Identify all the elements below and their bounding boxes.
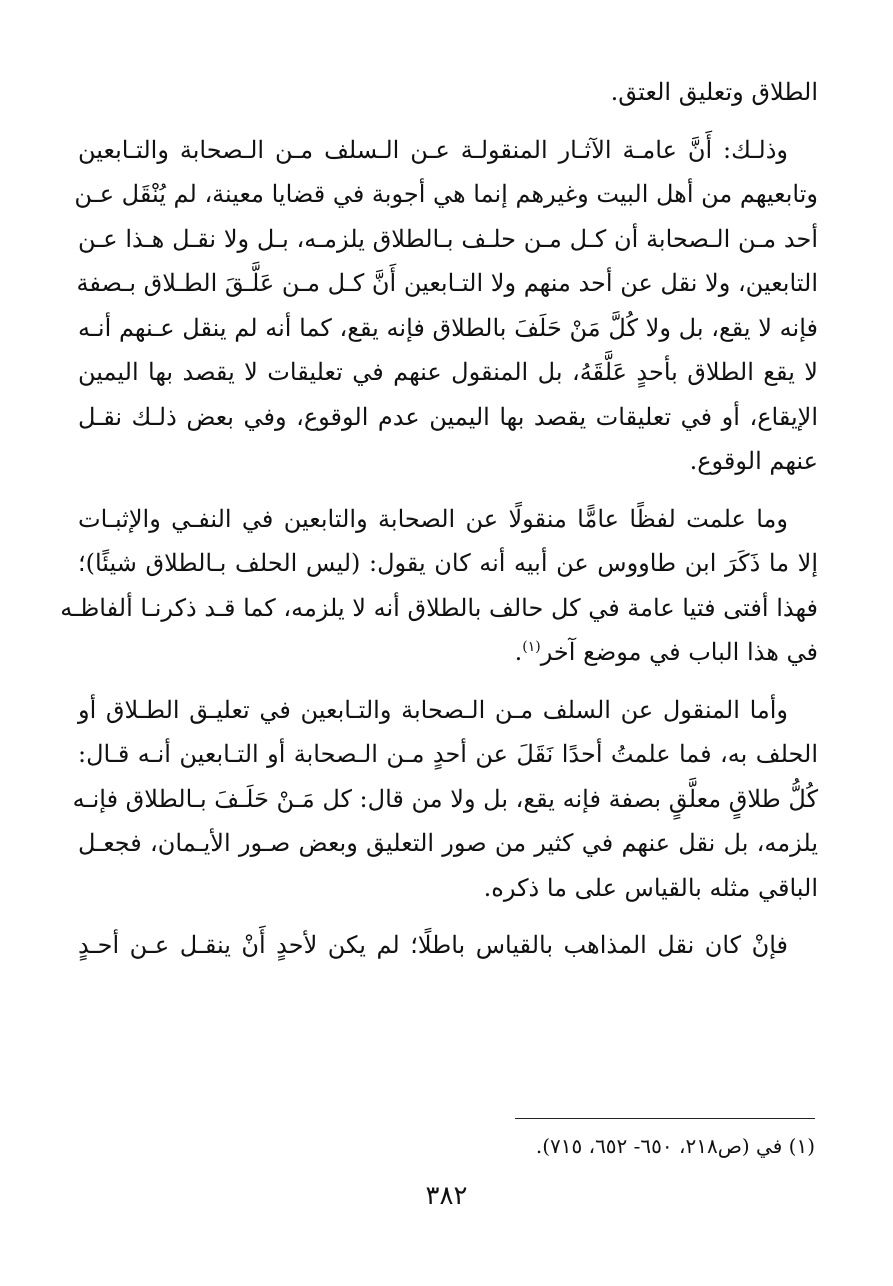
text-line: وما علمت لفظًا عامًّا منقولًا عن الصحابة والتابعين في النفـي والإثبـات (78, 504, 788, 533)
footnote: (١) في (ص٢١٨، ٦٥٠- ٦٥٢، ٧١٥). (535, 1134, 815, 1158)
text-line: يلزمه، بل نقل عنهم في كثير من صور التعليق وبعض صـور الأيـمان، فجعـل (78, 829, 818, 857)
text-line: وذلـك: أَنَّ عامـة الآثـار المنقولـة عـن الـسلف مـن الـصحابة والتـابعين (78, 135, 788, 164)
paragraph-3 (60, 497, 818, 675)
text-line: التابعين، ولا نقل عن أحد منهم ولا التـابعين أَنَّ كـل مـن عَلَّـقَ الطـلاق بـصفة (76, 269, 818, 297)
footnote-divider (515, 1118, 815, 1119)
paragraph-5 (78, 923, 818, 968)
text-line: عنهم الوقوع. (689, 447, 818, 475)
paragraph-4 (72, 688, 818, 911)
text-line: فهذا أفتى فتيا عامة في كل حالف بالطلاق أنه لا يلزمه، كما قـد ذكرنـا ألفاظـه (60, 593, 818, 622)
text-segment: في هذا الباب في موضع آخر (540, 638, 818, 666)
paragraph-1 (78, 70, 818, 115)
text-segment: . (514, 638, 523, 666)
text-line: الحلف به، فما علمتُ أحدًا نَقَلَ عن أحدٍ مـن الـصحابة أو التـابعين أنـه قـال: (78, 740, 818, 768)
text-line: وأما المنقول عن السلف مـن الـصحابة والتـابعين في تعليـق الطـلاق أو (78, 695, 788, 724)
text-line: إلا ما ذَكَرَ ابن طاووس عن أبيه أنه كان يقول: (ليس الحلف بـالطلاق شيئًا)؛ (78, 549, 818, 577)
text-line-with-footnote (78, 630, 818, 675)
text-line: وتابعيهم من أهل البيت وغيرهم إنما هي أجوبة في قضايا معينة، لم يُنْقَل عـن (74, 180, 818, 208)
text-line: فإنْ كان نقل المذاهب بالقياس باطلًا؛ لم يكن لأحدٍ أَنْ ينقـل عـن أحـدٍ (78, 931, 788, 959)
text-line: كُلُّ طلاقٍ معلَّقٍ بصفة فإنه يقع، بل ولا من قال: كل مَـنْ حَلَـفَ بـالطلاق فإنـه (72, 784, 818, 813)
page-number: ٣٨٢ (425, 1181, 468, 1211)
paragraph-2 (74, 128, 818, 484)
body-text (60, 70, 818, 981)
text-line: الطلاق وتعليق العتق. (610, 78, 818, 106)
text-line: لا يقع الطلاق بأحدٍ عَلَّقَهُ، بل المنقول عنهم في تعليقات لا يقصد بها اليمين (78, 358, 818, 386)
text-line: الإيقاع، أو في تعليقات يقصد بها اليمين عدم الوقوع، وفي بعض ذلـك نقـل (78, 402, 818, 431)
text-line: أحد مـن الـصحابة أن كـل مـن حلـف بـالطلاق يلزمـه، بـل ولا نقـل هـذا عـن (78, 224, 818, 253)
text-line: فإنه لا يقع، بل ولا كُلَّ مَنْ حَلَفَ بالطلاق فإنه يقع، كما أنه لم ينقل عـنهم أنـه (78, 313, 818, 342)
text-line: الباقي مثله بالقياس على ما ذكره. (483, 873, 818, 902)
footnote-reference[interactable]: (١) (522, 639, 541, 655)
